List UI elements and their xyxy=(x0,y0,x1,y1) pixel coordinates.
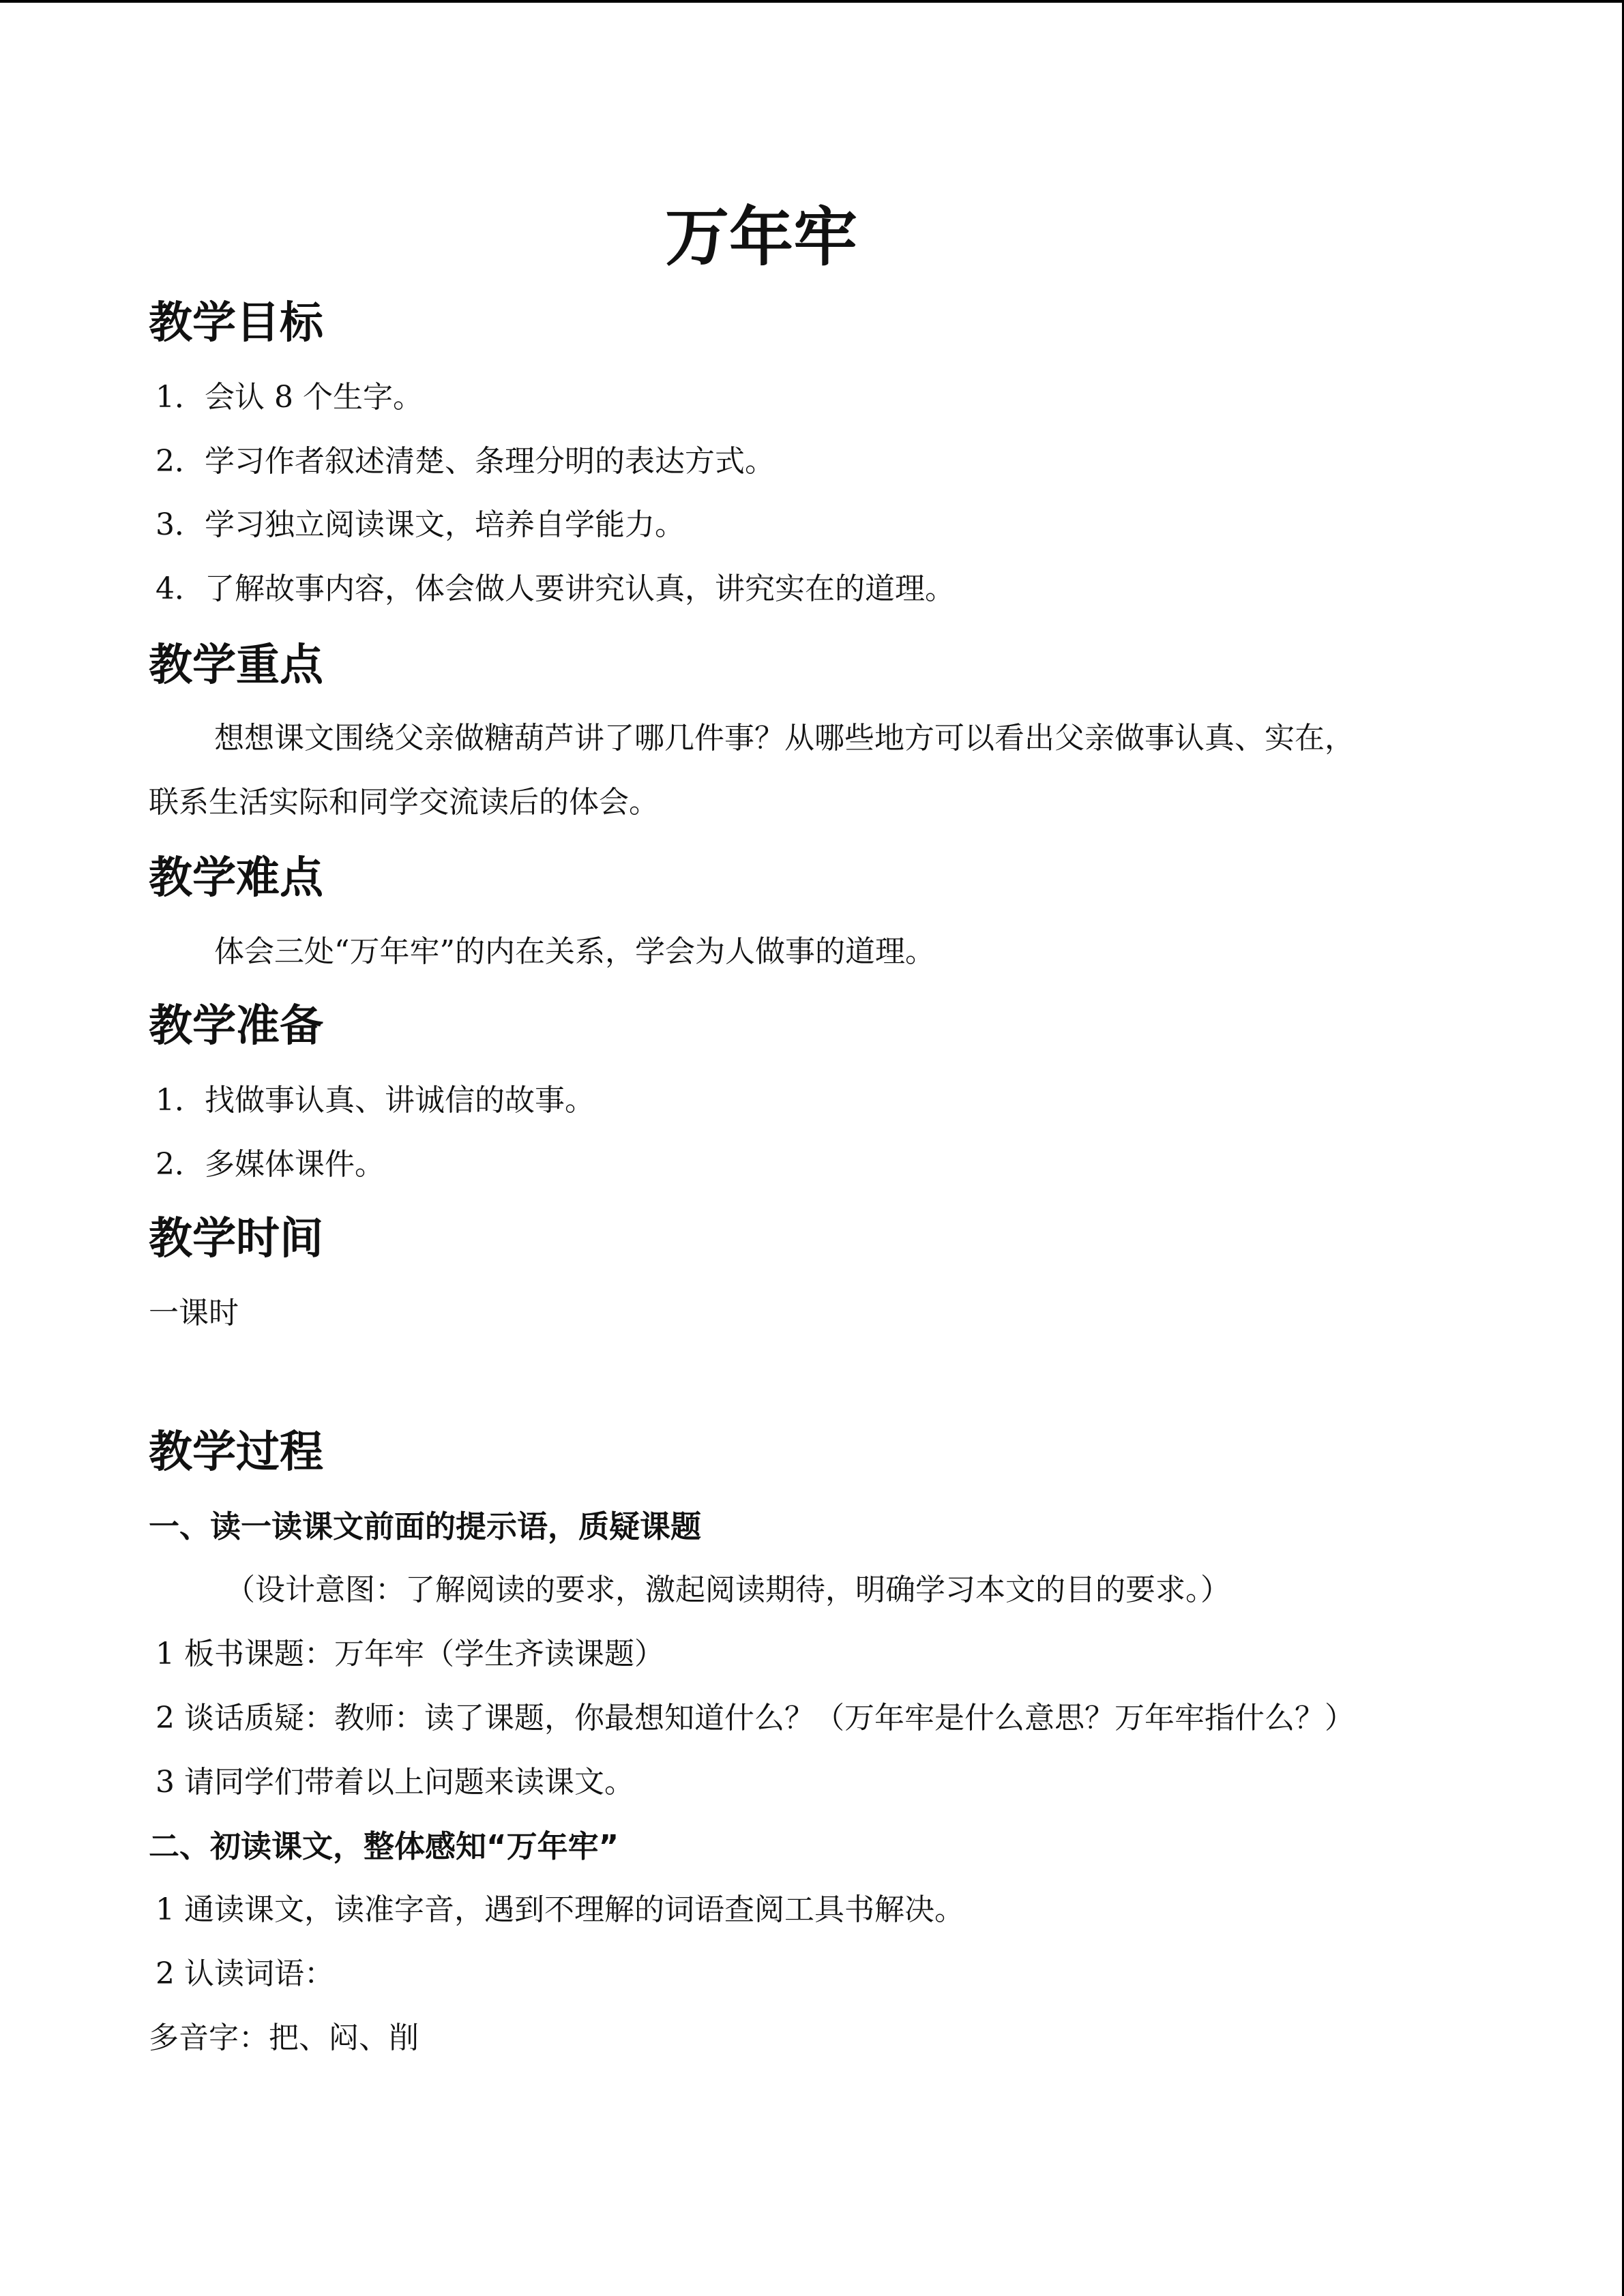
key-points-text-line-1: 想想课文围绕父亲做糖葫芦讲了哪几件事？从哪些地方可以看出父亲做事认真、实在， xyxy=(214,721,1355,756)
time-heading: 教学时间 xyxy=(149,1214,323,1264)
objective-item-4: 4．了解故事内容，体会做人要讲究认真，讲究实在的道理。 xyxy=(156,571,955,606)
process-section-2-item-1: 1 通读课文，读准字音，遇到不理解的词语查阅工具书解决。 xyxy=(156,1892,964,1927)
page-top-border xyxy=(0,0,1624,3)
preparation-heading: 教学准备 xyxy=(149,1001,323,1052)
process-heading: 教学过程 xyxy=(149,1427,323,1478)
document-title: 万年牢 xyxy=(664,200,857,275)
objectives-heading: 教学目标 xyxy=(149,298,323,348)
process-section-1-item-2: 2 谈话质疑：教师：读了课题，你最想知道什么？（万年牢是什么意思？万年牢指什么？） xyxy=(156,1701,1355,1735)
difficulties-heading: 教学难点 xyxy=(149,853,323,904)
preparation-item-1: 1．找做事认真、讲诚信的故事。 xyxy=(156,1083,595,1118)
process-section-2-title: 二、初读课文，整体感知“万年牢” xyxy=(149,1828,619,1864)
preparation-item-2: 2．多媒体课件。 xyxy=(156,1147,385,1182)
process-section-1-intent: （设计意图：了解阅读的要求，激起阅读期待，明确学习本文的目的要求。） xyxy=(225,1572,1230,1607)
process-section-1-item-1: 1 板书课题：万年牢（学生齐读课题） xyxy=(156,1637,664,1671)
process-section-1-title: 一、读一读课文前面的提示语，质疑课题 xyxy=(149,1508,702,1545)
difficulties-text: 体会三处“万年牢”的内在关系，学会为人做事的道理。 xyxy=(214,934,935,969)
objective-item-2: 2．学习作者叙述清楚、条理分明的表达方式。 xyxy=(156,444,775,479)
key-points-text-line-2: 联系生活实际和同学交流读后的体会。 xyxy=(149,785,659,820)
key-points-heading: 教学重点 xyxy=(149,640,323,691)
process-section-2-item-2: 2 认读词语： xyxy=(156,1956,334,1991)
time-text: 一课时 xyxy=(149,1296,239,1330)
objective-item-1: 1．会认 8 个生字。 xyxy=(156,380,423,415)
process-section-1-item-3: 3 请同学们带着以上问题来读课文。 xyxy=(156,1765,634,1800)
objective-item-3: 3．学习独立阅读课文，培养自学能力。 xyxy=(156,507,685,542)
process-section-2-polyphonic: 多音字：把、闷、削 xyxy=(149,2021,419,2055)
